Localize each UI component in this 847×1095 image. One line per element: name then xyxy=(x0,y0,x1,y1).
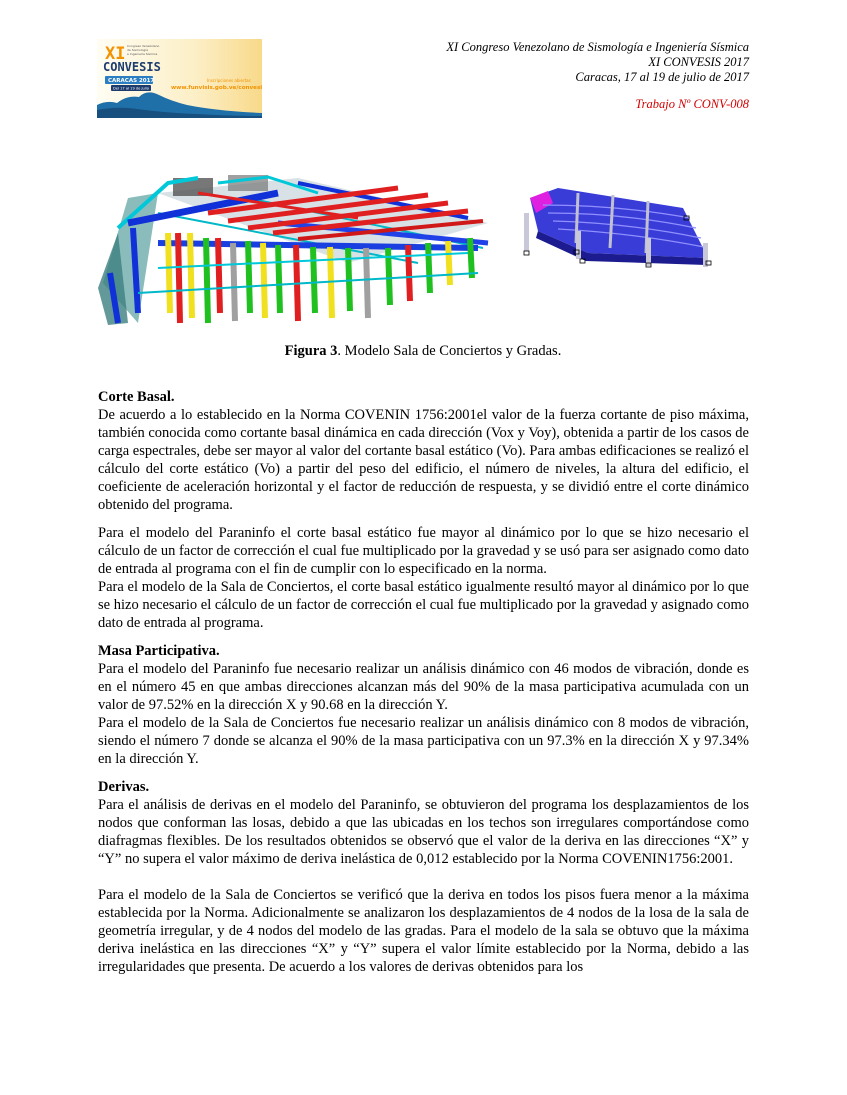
logo-url: www.funvisis.gob.ve/convesis xyxy=(171,85,262,91)
logo-small-line-2: de Sismología xyxy=(127,48,149,52)
paragraph: Para el modelo de la Sala de Conciertos, el corte basal estático igualmente resultó mayor al dinámico por lo que se hizo necesario el cálculo de un factor de corrección el cual fue multiplicado por la gravedad y asignado como dato de entrada al programa. xyxy=(98,579,749,631)
section-heading-masa-participativa: Masa Participativa. xyxy=(98,643,220,659)
paragraph: Para el modelo de la Sala de Conciertos fue necesario realizar un análisis dinámico con 8 modos de vibración, siendo el número 7 donde se alcanza el 90% de la masa participativa con un 97.3% en la dirección X y 97.34% en la dirección Y. xyxy=(98,715,749,767)
header-line-1: XI Congreso Venezolano de Sismología e Ingeniería Sísmica xyxy=(446,40,749,54)
bleachers-structural-model xyxy=(518,183,715,271)
convesis-logo xyxy=(97,39,262,118)
section-heading-corte-basal: Corte Basal. xyxy=(98,389,175,405)
logo-city-badge: CARACAS 2017 xyxy=(108,78,155,84)
logo-dates: Del 17 al 19 de julio xyxy=(113,86,149,91)
paper-body xyxy=(98,388,749,976)
logo-title-bottom: CONVESIS xyxy=(103,60,161,74)
paragraph: Para el modelo del Paraninfo fue necesario realizar un análisis dinámico con 46 modos de vibración, donde es en el número 45 en que ambas direcciones alcanzan más del 90% de la masa participativa acumulada con un valor de 97.52% en la dirección X y 90.68 en la dirección Y. xyxy=(98,661,749,713)
logo-title-top: XI xyxy=(105,44,126,64)
paragraph: Para el análisis de derivas en el modelo del Paraninfo, se obtuvieron del programa los desplazamientos de los nodos que conforman las losas, debido a que las ubicadas en los techos son irregulares comportándose como diafragmas flexibles. De los resultados obtenidos se observó que el valor de la deriva en las direcciones “X” y “Y” no supera el valor máximo de deriva inelástica de 0,012 establecido por la Norma COVENIN1756:2001. xyxy=(98,797,749,867)
figure-caption-text: . Modelo Sala de Conciertos y Gradas. xyxy=(337,343,562,359)
paper-id: Trabajo Nº CONV-008 xyxy=(635,97,749,111)
section-heading-derivas: Derivas. xyxy=(98,779,150,795)
logo-small-line-1: Congreso Venezolano xyxy=(127,44,160,48)
conference-header xyxy=(349,40,749,112)
concert-hall-structural-model xyxy=(98,173,490,328)
header-line-2: XI CONVESIS 2017 xyxy=(648,55,749,69)
header-line-3: Caracas, 17 al 19 de julio de 2017 xyxy=(575,70,749,84)
figure-label: Figura 3 xyxy=(284,343,338,359)
logo-small-line-3: e Ingeniería Sísmica xyxy=(127,52,158,56)
paragraph: Para el modelo de la Sala de Conciertos se verificó que la deriva en todos los pisos fuera menor a la máxima establecida por la Norma. Adicionalmente se analizaron los desplazamientos de 4 nodos de la losa de la sala de geometría irregular, y de 4 nodos del modelo de las gradas. Para el modelo de la sala se obtuvo que la máxima deriva inelástica en las direcciones “X” y “Y” supera el valor límite establecido por la Norma, debido a las irregularidades que presenta. De acuerdo a los valores de derivas obtenidos para los xyxy=(98,887,749,975)
paragraph: Para el modelo del Paraninfo el corte basal estático fue mayor al dinámico por lo que se hizo necesario el cálculo de un factor de corrección el cual fue multiplicado por la gravedad y se usó para ser asignado como dato de entrada al programa con el fin de cumplir con lo especificado en la norma. xyxy=(98,525,749,577)
paragraph: De acuerdo a lo establecido en la Norma COVENIN 1756:2001el valor de la fuerza cortante de piso máxima, también conocida como cortante basal dinámica en cada dirección (Vox y Voy), obtenida a partir de los casos de carga espectrales, debe ser mayor al valor del cortante basal estático (Vo). Para ambas edificaciones se realizó el cálculo del corte estático (Vo) a partir del peso del edificio, el número de niveles, la altura del edificio, el coeficiente de aceleración horizontal y el factor de reducción de respuesta, y se dividió entre el corte dinámico obtenido del programa. xyxy=(98,407,749,513)
logo-inscriptions: Inscripciones abiertas xyxy=(207,78,251,83)
figure-caption xyxy=(98,343,748,360)
